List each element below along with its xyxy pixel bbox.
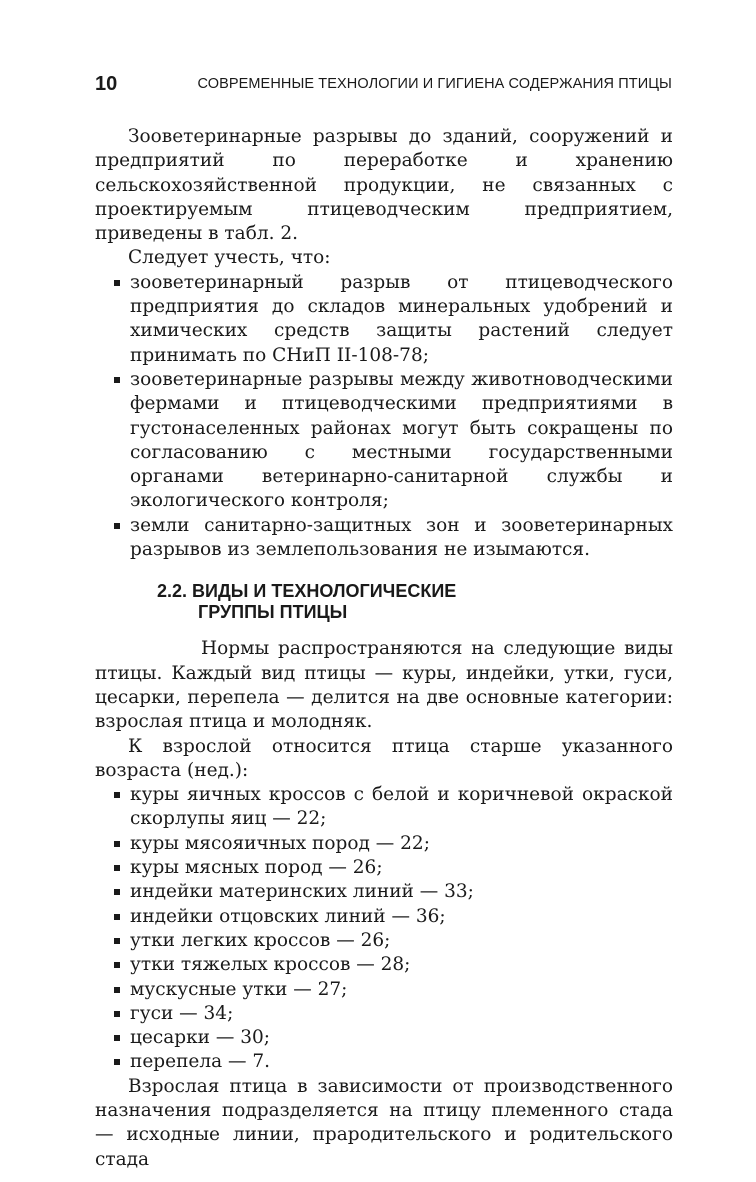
list-item: гуси — 34; xyxy=(95,1002,673,1026)
list-item: куры мясояичных пород — 22; xyxy=(95,832,673,856)
page-body xyxy=(95,125,673,1172)
page-header xyxy=(95,73,672,99)
intro-bullet-list xyxy=(95,271,673,563)
list-item: куры яичных кроссов с белой и коричневой окраской скорлупы яиц — 22; xyxy=(95,783,673,832)
running-title: СОВРЕМЕННЫЕ ТЕХНОЛОГИИ И ГИГИЕНА СОДЕРЖАНИЯ ПТИЦЫ xyxy=(197,76,672,92)
intro-lead-paragraph: Следует учесть, что: xyxy=(128,247,331,269)
list-item: индейки материнских линий — 33; xyxy=(95,880,673,904)
page-number: 10 xyxy=(95,73,118,95)
list-item: мускусные утки — 27; xyxy=(95,978,673,1002)
section-heading-line-2: ГРУППЫ ПТИЦЫ xyxy=(198,602,348,623)
section-heading xyxy=(95,581,673,623)
section-lead-paragraph: К взрослой относится птица старше указанного возраста (нед.): xyxy=(95,735,673,781)
age-bullet-list xyxy=(95,783,673,1075)
closing-paragraph: Взрослая птица в зависимости от производственного назначения подразделяется на птицу племенного стада — исходные линии, прародительского и родительского стада xyxy=(95,1075,673,1170)
list-item: утки тяжелых кроссов — 28; xyxy=(95,953,673,977)
section-paragraph: Нормы распространяются на следующие виды птицы. Каждый вид птицы — куры, индейки, утки, гуси, цесарки, перепела — делится на две основные категории: взрослая птица и молодняк. xyxy=(95,638,673,733)
list-item: индейки отцовских линий — 36; xyxy=(95,905,673,929)
list-item: перепела — 7. xyxy=(95,1050,673,1074)
list-item: земли санитарно-защитных зон и зооветеринарных разрывов из землепользования не изымаются. xyxy=(95,514,673,563)
list-item: зооветеринарные разрывы между животноводческими фермами и птицеводческими предприятиями в густонаселенных районах могут быть сокращены по согласованию с местными государственными органами ветеринарно-санитарной службы и экологического контроля; xyxy=(95,368,673,514)
list-item: утки легких кроссов — 26; xyxy=(95,929,673,953)
section-heading-line-1: 2.2. ВИДЫ И ТЕХНОЛОГИЧЕСКИЕ xyxy=(157,581,457,602)
list-item: куры мясных пород — 26; xyxy=(95,856,673,880)
list-item: зооветеринарный разрыв от птицеводческого предприятия до складов минеральных удобрений и химических средств защиты растений следует принимать по СНиП II-108-78; xyxy=(95,271,673,368)
intro-paragraph: Зооветеринарные разрывы до зданий, сооружений и предприятий по переработке и хранению сельскохозяйственной продукции, не связанных с проектируемым птицеводческим предприятием, приведены в табл. 2. xyxy=(95,126,673,245)
list-item: цесарки — 30; xyxy=(95,1026,673,1050)
